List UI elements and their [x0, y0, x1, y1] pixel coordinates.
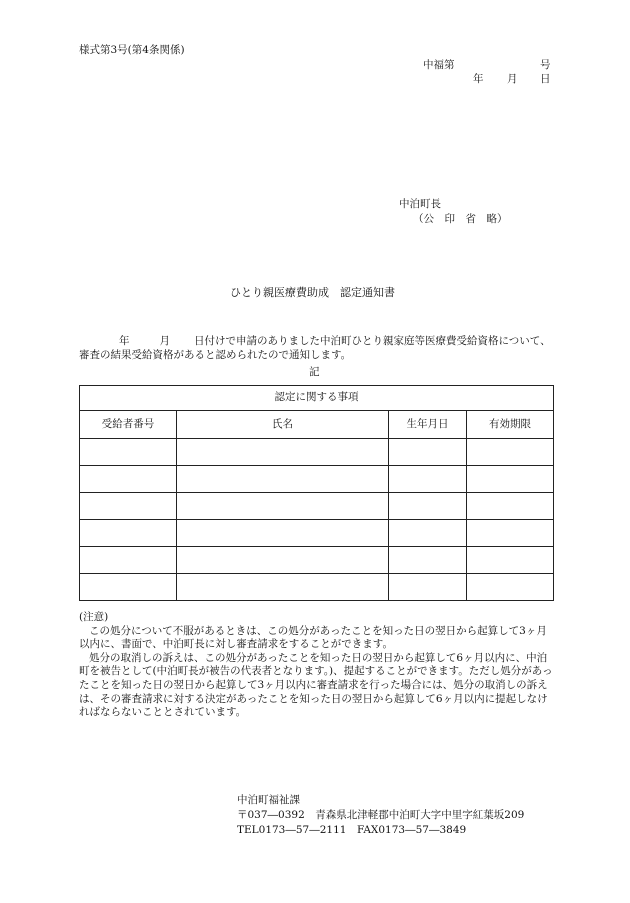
office-phone-fax: TEL0173―57―2111 FAX0173―57―3849 — [237, 824, 467, 836]
table-cell — [177, 574, 389, 601]
date-day-label: 日 — [540, 73, 551, 85]
table-cell — [389, 547, 467, 574]
table-row — [80, 547, 554, 574]
ki-marker: 記 — [309, 366, 320, 378]
table-cell — [467, 493, 554, 520]
notes-paragraph-lawsuit: 処分の取消しの訴えは、この処分があったことを知った日の翌日から起算して6ヶ月以内に、中泊町を被告として(中泊町長が被告の代表者となります。)、提起することができます。ただし処分があったことを知った日の翌日から起算して3ヶ月以内に審査請求を行った場合には、処分の取消しの訴えは、その審査請求に対する決定があったことを知った日の翌日から起算して6ヶ月以内に提起しなければならないこととされています。 — [79, 651, 553, 719]
date-month-label: 月 — [507, 73, 518, 85]
notes-paragraph-appeal: この処分について不服があるときは、この処分があったことを知った日の翌日から起算して3ヶ月以内に、書面で、中泊町長に対し審査請求をすることができます。 — [79, 624, 547, 651]
issuer-title: 中泊町長 — [399, 198, 441, 210]
table-cell — [389, 520, 467, 547]
table-cell — [80, 520, 177, 547]
office-contact-block — [237, 793, 524, 838]
table-cell — [80, 547, 177, 574]
table-cell — [177, 439, 389, 466]
certification-table — [79, 385, 554, 601]
date-year-label: 年 — [473, 73, 484, 85]
table-cell — [80, 493, 177, 520]
table-cell — [389, 574, 467, 601]
table-row — [80, 520, 554, 547]
seal-omitted-note: （公 印 省 略） — [413, 213, 508, 225]
reference-number-suffix: 号 — [540, 59, 551, 71]
table-cell — [389, 439, 467, 466]
table-cell — [177, 493, 389, 520]
table-cell — [467, 466, 554, 493]
body-month-label: 月 — [159, 335, 170, 347]
table-row — [80, 439, 554, 466]
column-header-birthdate: 生年月日 — [389, 411, 467, 439]
table-row — [80, 466, 554, 493]
office-name: 中泊町福祉課 — [237, 794, 300, 806]
table-cell — [467, 439, 554, 466]
body-year-label: 年 — [119, 335, 130, 347]
table-cell — [467, 574, 554, 601]
notes-heading: (注意) — [79, 611, 109, 623]
table-cell — [389, 466, 467, 493]
column-header-name: 氏名 — [177, 411, 389, 439]
notes-section — [79, 611, 553, 720]
notification-body — [79, 334, 553, 362]
table-cell — [467, 547, 554, 574]
table-cell — [177, 466, 389, 493]
body-text: 日付けで申請のありました中泊町ひとり親家庭等医療費受給資格について、審査の結果受給資格があると認められたので通知します。 — [79, 335, 551, 361]
column-header-recipient-number: 受給者番号 — [80, 411, 177, 439]
table-cell — [389, 493, 467, 520]
table-cell — [177, 520, 389, 547]
office-address: 〒037―0392 青森県北津軽郡中泊町大字中里字紅葉坂209 — [237, 809, 525, 821]
table-row — [80, 574, 554, 601]
table-row — [80, 493, 554, 520]
table-cell — [177, 547, 389, 574]
table-caption: 認定に関する事項 — [80, 386, 554, 411]
table-cell — [467, 520, 554, 547]
reference-number-prefix: 中福第 — [423, 59, 455, 71]
table-cell — [80, 439, 177, 466]
table-cell — [80, 466, 177, 493]
table-cell — [80, 574, 177, 601]
form-number: 様式第3号(第4条関係) — [79, 44, 185, 56]
document-title: ひとり親医療費助成 認定通知書 — [230, 286, 395, 299]
column-header-valid-until: 有効期限 — [467, 411, 554, 439]
